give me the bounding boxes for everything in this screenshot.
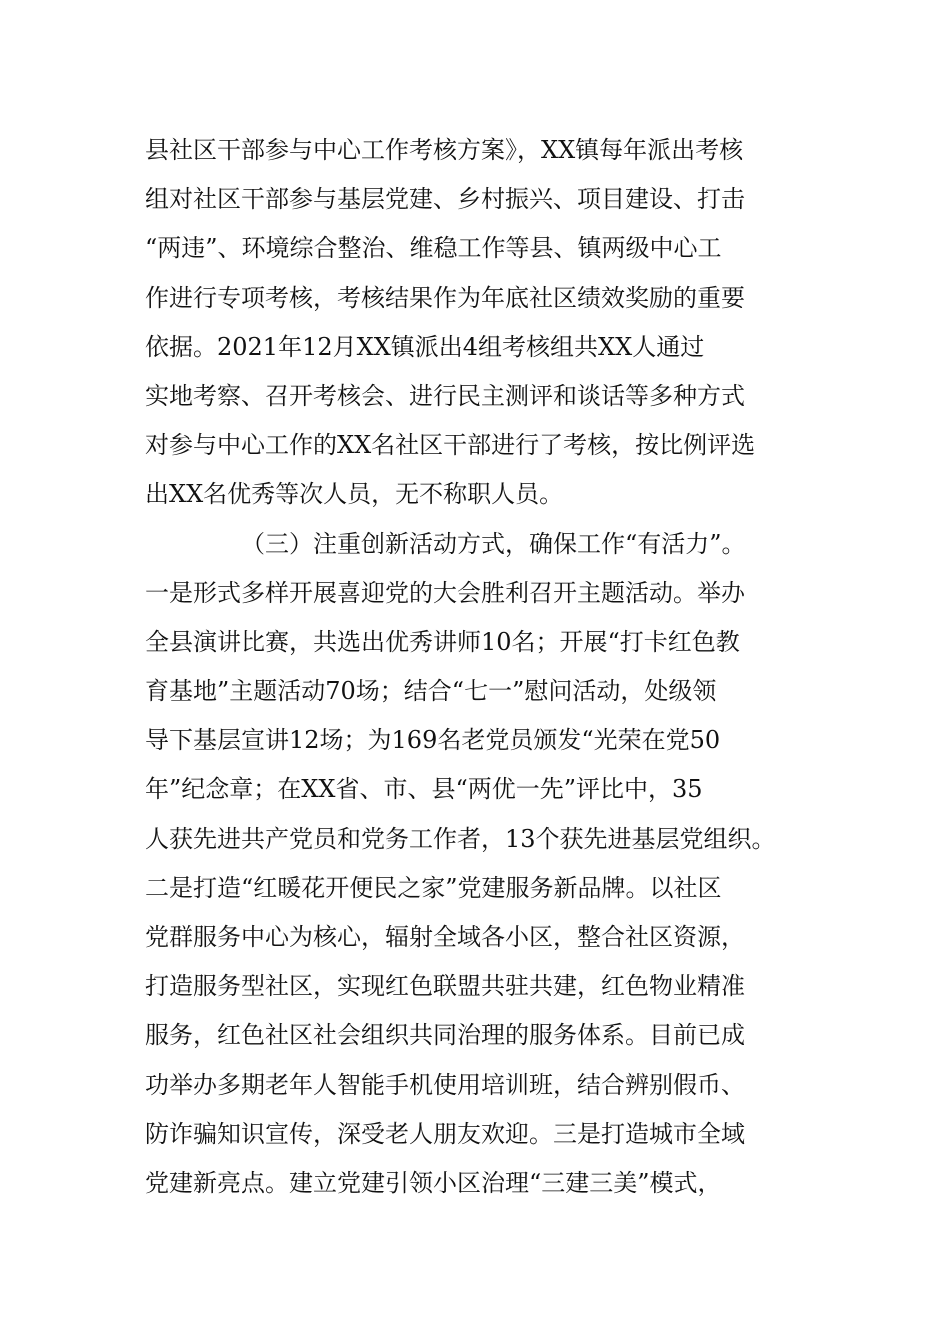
text-line: 作进行专项考核，考核结果作为年底社区绩效奖励的重要 <box>145 283 745 312</box>
text-line: 服务，红色社区社会组织共同治理的服务体系。目前已成 <box>145 1021 745 1050</box>
text-line: 依据。2021年12月XX镇派出4组考核组共XX人通过 <box>145 332 705 361</box>
text-line: 导下基层宣讲12场；为169名老党员颁发“光荣在党50 <box>145 726 721 755</box>
text-line: 县社区干部参与中心工作考核方案》，XX镇每年派出考核 <box>145 136 744 164</box>
text-line: 实地考察、召开考核会、进行民主测评和谈话等多种方式 <box>145 381 745 410</box>
text-line: 组对社区干部参与基层党建、乡村振兴、项目建设、打击 <box>145 185 745 214</box>
text-line: 人获先进共产党员和党务工作者，13个获先进基层党组织。 <box>145 824 776 853</box>
text-line: 党群服务中心为核心，辐射全域各小区，整合社区资源， <box>145 923 745 951</box>
document-body <box>145 126 825 1208</box>
text-line: 全县演讲比赛，共选出优秀讲师10名；开展“打卡红色教 <box>145 627 740 656</box>
text-line: 党建新亮点。建立党建引领小区治理“三建三美”模式， <box>145 1168 722 1197</box>
text-line: 打造服务型社区，实现红色联盟共驻共建，红色物业精准 <box>145 972 745 1001</box>
section-heading: （三）注重创新活动方式，确保工作“有活力”。 <box>241 529 746 558</box>
text-line: 功举办多期老年人智能手机使用培训班，结合辨别假币、 <box>145 1070 745 1099</box>
text-line: 出XX名优秀等次人员，无不称职人员。 <box>145 480 564 509</box>
text-line: 育基地”主题活动70场；结合“七一”慰问活动，处级领 <box>145 677 717 706</box>
text-line: 防诈骗知识宣传，深受老人朋友欢迎。三是打造城市全域 <box>145 1119 745 1148</box>
text-line: 一是形式多样开展喜迎党的大会胜利召开主题活动。举办 <box>145 578 745 607</box>
text-line: “两违”、环境综合整治、维稳工作等县、镇两级中心工 <box>145 234 722 263</box>
text-line: 二是打造“红暖花开便民之家”党建服务新品牌。以社区 <box>145 873 722 902</box>
text-line: 对参与中心工作的XX名社区干部进行了考核，按比例评选 <box>145 431 756 460</box>
text-line: 年”纪念章；在XX省、市、县“两优一先”评比中，35 <box>145 775 703 804</box>
